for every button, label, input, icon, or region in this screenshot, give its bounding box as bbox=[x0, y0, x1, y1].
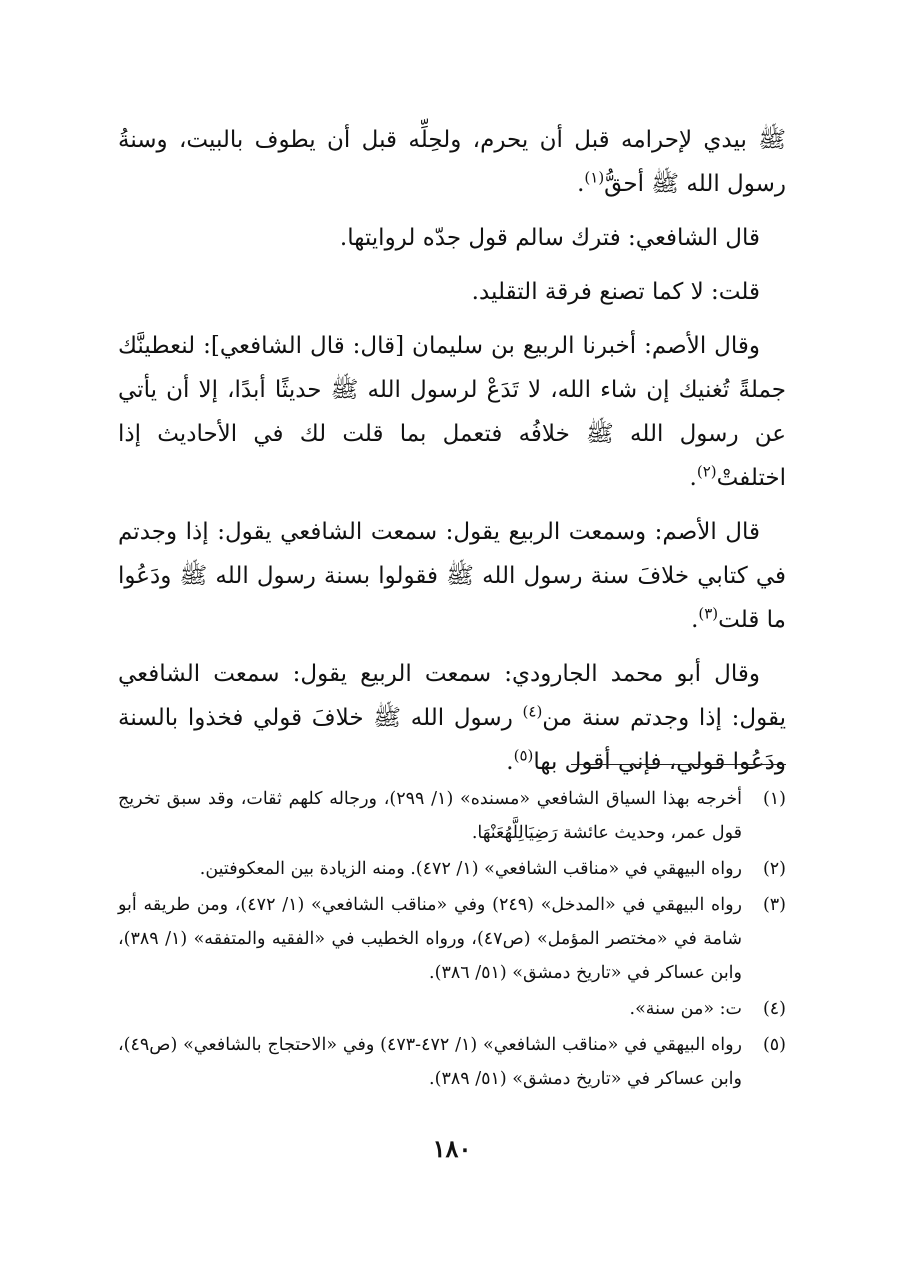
book-page bbox=[118, 118, 786, 1208]
footnote-item bbox=[118, 782, 786, 850]
footnote-item bbox=[118, 852, 786, 886]
footnote-number: (٣) bbox=[762, 895, 786, 915]
footnote-ref[interactable]: (٣) bbox=[698, 604, 719, 623]
footnotes bbox=[118, 782, 786, 1096]
footnote-text: رواه البيهقي في «مناقب الشافعي» (١/ ٤٧٢-٤٧٣) وفي «الاحتجاج بالشافعي» (ص٤٩)، وابن عساكر في «تاريخ دمشق» (٥١/ ٣٨٩). bbox=[118, 1035, 742, 1089]
footnote-text: أخرجه بهذا السياق الشافعي «مسنده» (١/ ٢٩٩)، ورجاله كلهم ثقات، وقد سبق تخريج قول عمر، وحديث عائشة رَضِيَالِلَّهُعَنْهَا. bbox=[118, 789, 743, 843]
footnote-item bbox=[118, 992, 786, 1026]
footnote-ref[interactable]: (٢) bbox=[696, 462, 717, 481]
footnote-item bbox=[118, 1028, 786, 1096]
paragraph: قال الأصم: وسمعت الربيع يقول: سمعت الشافعي يقول: إذا وجدتم في كتابي خلافَ سنة رسول الله ﷺ فقولوا بسنة رسول الله ﷺ ودَعُوا ما قلت$^{(٣)}$. bbox=[118, 519, 786, 633]
footnote-number: (٥) bbox=[762, 1035, 786, 1055]
paragraph: ﷺ بيدي لإحرامه قبل أن يحرم، ولحِلِّه قبل أن يطوف بالبيت، وسنةُ رسول الله ﷺ أحقُّ$^{(١)}$. bbox=[118, 127, 786, 197]
footnote-separator bbox=[571, 764, 786, 765]
footnote-ref[interactable]: (١) bbox=[584, 168, 605, 187]
paragraph: قلت: لا كما تصنع فرقة التقليد. bbox=[471, 279, 760, 305]
footnote-number: (٤) bbox=[762, 999, 786, 1019]
footnote-text: ت: «من سنة». bbox=[629, 999, 742, 1019]
footnote-ref[interactable]: (٥) bbox=[513, 746, 534, 765]
paragraph: قال الشافعي: فترك سالم قول جدّه لروايتها. bbox=[339, 225, 760, 251]
footnote-number: (٢) bbox=[762, 859, 786, 879]
main-text bbox=[118, 118, 786, 784]
footnote-text: رواه البيهقي في «المدخل» (٢٤٩) وفي «مناقب الشافعي» (١/ ٤٧٢)، ومن طريقه أبو شامة في «مختصر المؤمل» (ص٤٧)، ورواه الخطيب في «الفقيه والمتفقه» (١/ ٣٨٩)، وابن عساكر في «تاريخ دمشق» (٥١/ ٣٨٦). bbox=[118, 895, 742, 983]
paragraph: وقال الأصم: أخبرنا الربيع بن سليمان [قال: قال الشافعي]: لنعطينَّك جملةً تُغنيك إن شاء الله، لا تَدَعْ لرسول الله ﷺ حديثًا أبدًا، إلا أن يأتي عن رسول الله ﷺ خلافُه فتعمل بما قلت لك في الأحاديث إذا اختلفتْ$^{(٢)}$. bbox=[118, 333, 786, 491]
paragraph: وقال أبو محمد الجارودي: سمعت الربيع يقول: سمعت الشافعي يقول: إذا وجدتم سنة من$^{(٤)}$ رسول الله ﷺ خلافَ قولي فخذوا بالسنة ودَعُوا قولي، فإني أقول بها$^{(٥)}$. bbox=[118, 661, 787, 775]
footnote-number: (١) bbox=[762, 789, 786, 809]
footnote-text: رواه البيهقي في «مناقب الشافعي» (١/ ٤٧٢). ومنه الزيادة بين المعكوفتين. bbox=[199, 859, 742, 879]
footnote-item bbox=[118, 888, 786, 990]
page-number: ١٨٠ bbox=[432, 1134, 472, 1163]
footnote-ref[interactable]: (٤) bbox=[522, 702, 543, 721]
